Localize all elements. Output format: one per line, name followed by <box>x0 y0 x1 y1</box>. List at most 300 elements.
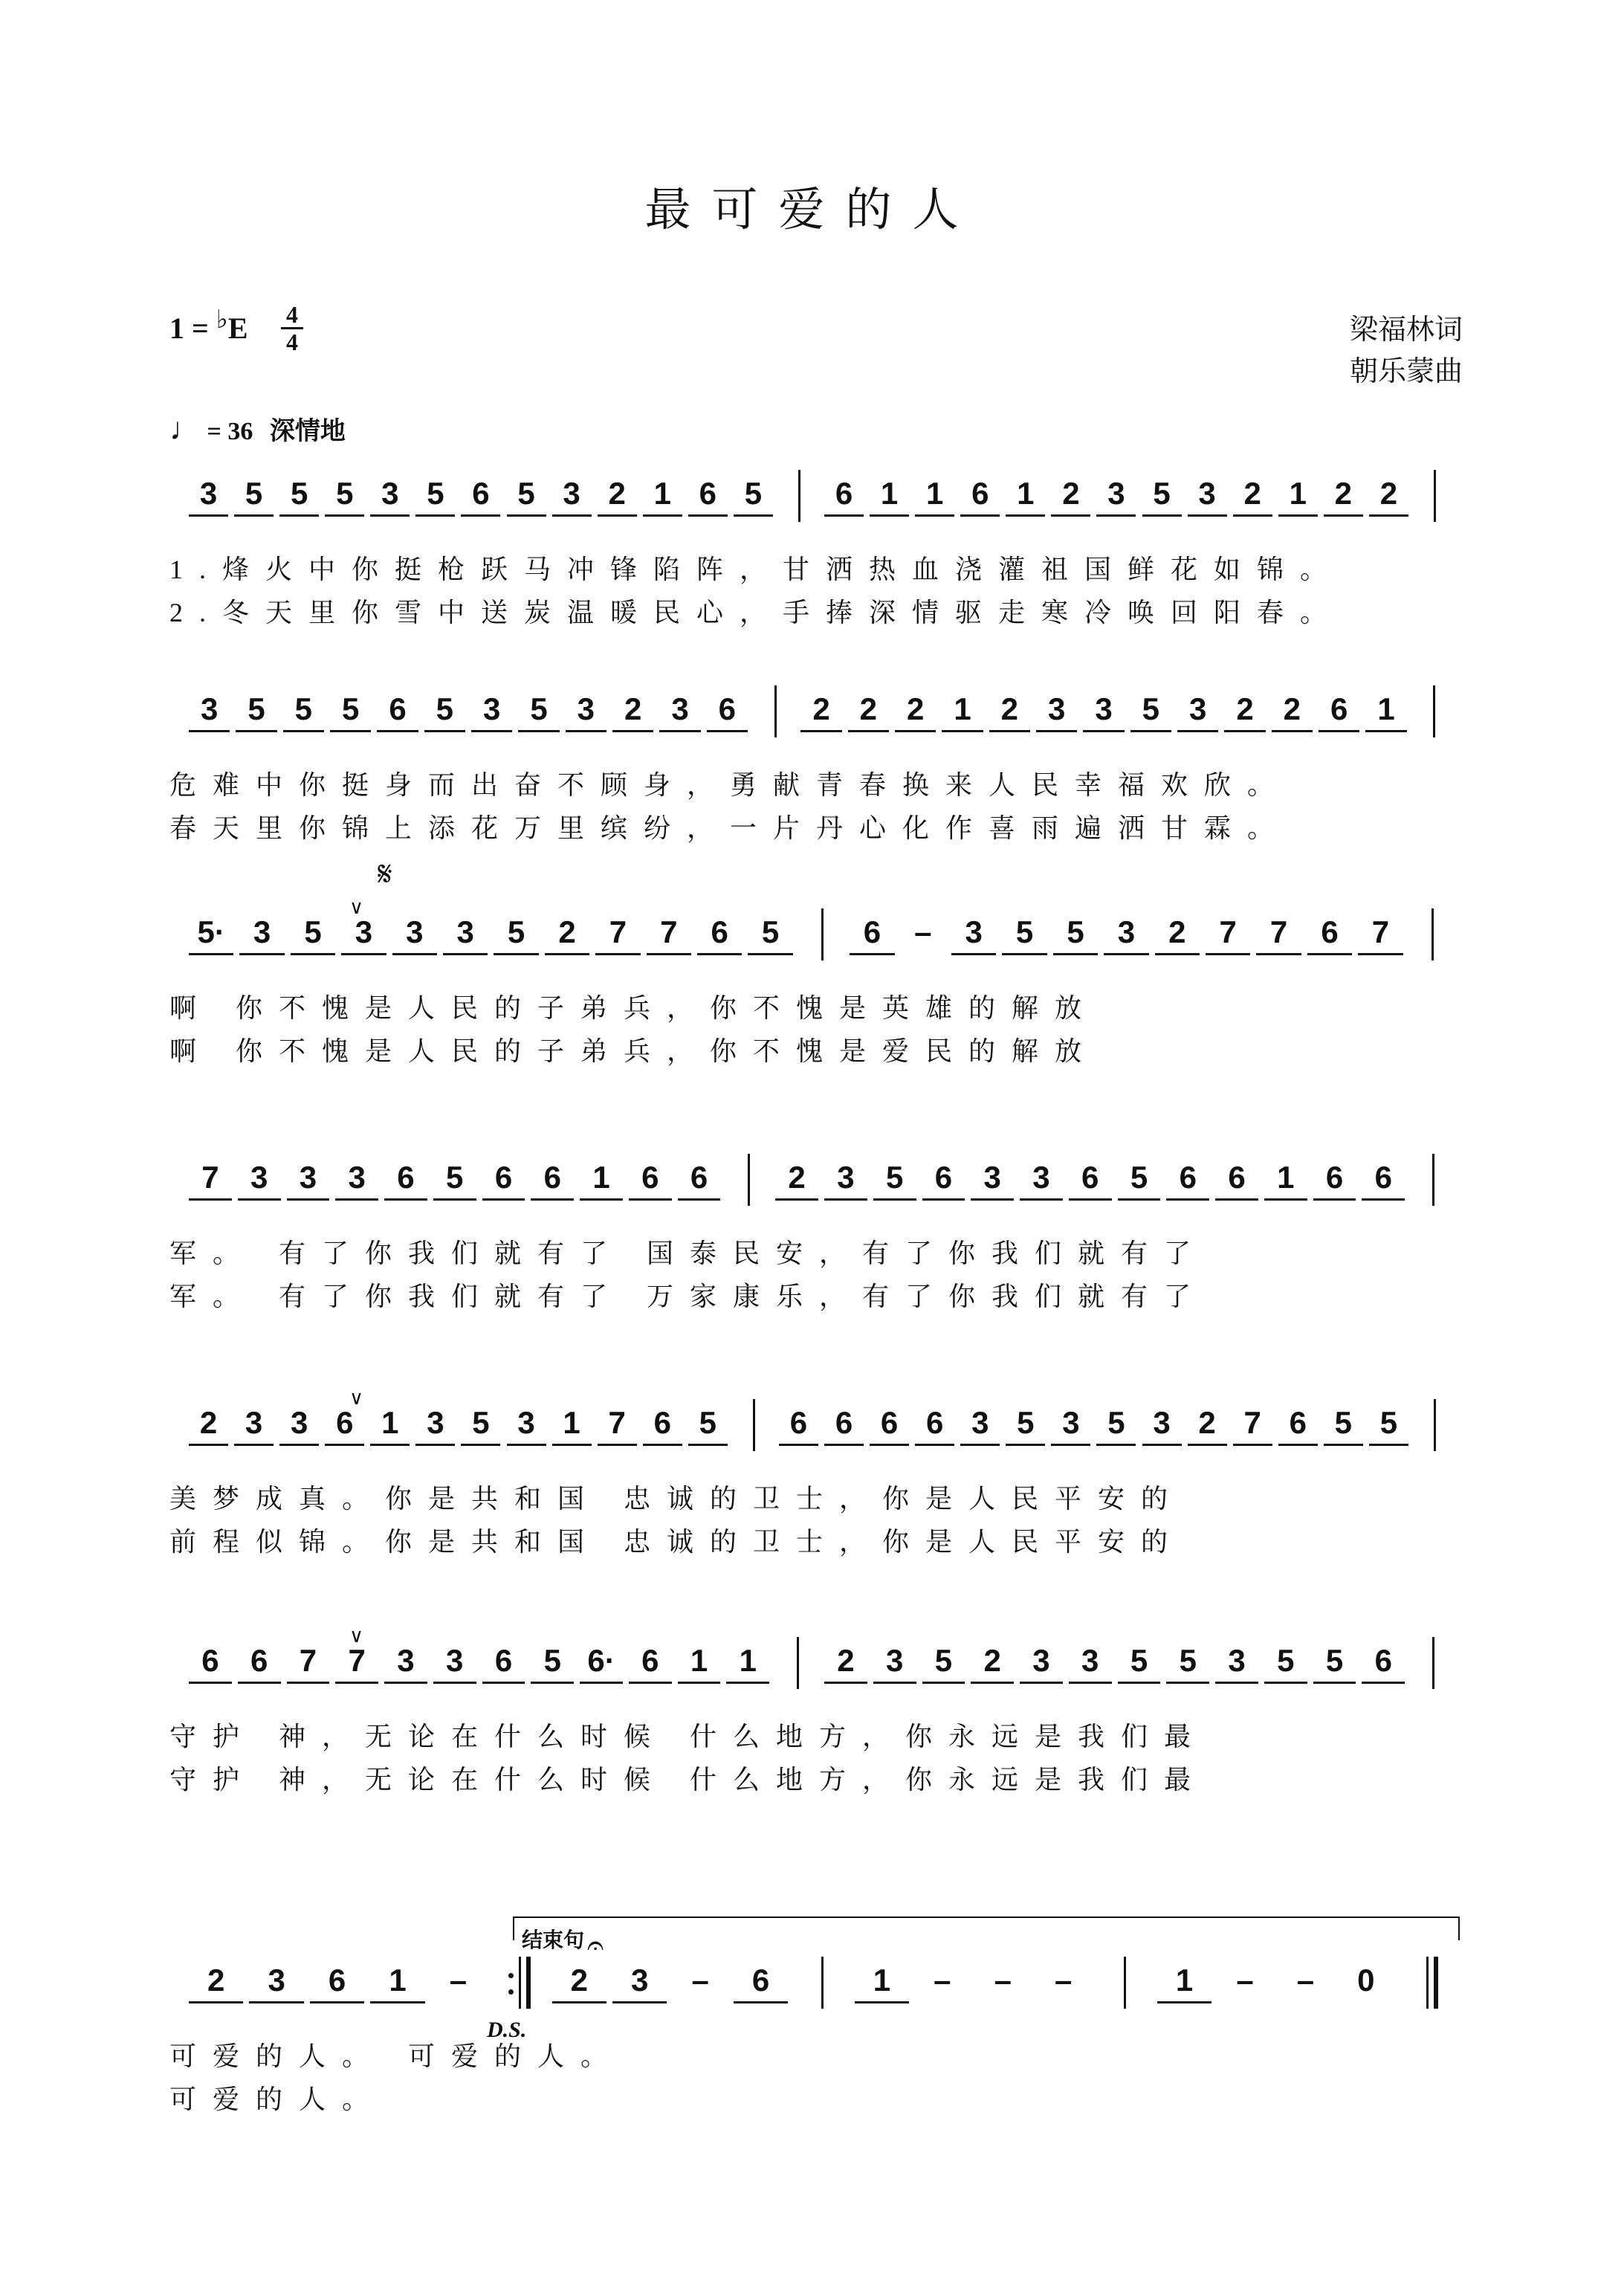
jianpu-note: 3 <box>1047 691 1066 726</box>
underline-beam <box>552 1444 592 1446</box>
barline <box>1432 1154 1434 1206</box>
jianpu-note: 5 <box>1130 1643 1148 1678</box>
jianpu-note: 5 <box>1142 691 1159 726</box>
underline-beam <box>989 730 1030 732</box>
lyric-line: 1.烽火中你挺枪跃马冲锋陷阵，甘洒热血浇灌祖国鲜花如锦。 <box>169 555 1344 584</box>
jianpu-note: 3 <box>837 1160 855 1195</box>
underline-beam <box>895 730 936 732</box>
jianpu-note: – <box>449 1963 468 1998</box>
jianpu-note: 5 <box>290 476 308 511</box>
underline-beam <box>824 1682 867 1684</box>
jianpu-note: 6 <box>835 476 853 511</box>
jianpu-note: 5 <box>436 691 453 726</box>
underline-beam <box>1051 1444 1090 1446</box>
underline-beam <box>335 1198 378 1201</box>
jianpu-note: 6 <box>543 1160 561 1195</box>
flat-sign: ♭ <box>216 306 228 334</box>
underline-beam <box>873 1682 916 1684</box>
jianpu-note: 0 <box>1357 1963 1375 1998</box>
barline <box>753 1399 755 1451</box>
jianpu-note: 3 <box>200 691 219 726</box>
jianpu-note: 5 <box>1153 476 1171 511</box>
jianpu-note: 3 <box>1062 1405 1080 1440</box>
jianpu-note: – <box>1055 1963 1073 1998</box>
underline-beam <box>1264 1682 1307 1684</box>
underline-beam <box>824 514 864 517</box>
underline-beam <box>748 953 792 955</box>
underline-beam <box>678 1198 721 1201</box>
underline-beam <box>234 514 274 517</box>
jianpu-note: 5 <box>427 476 444 511</box>
jianpu-note: 3 <box>577 691 595 726</box>
barline <box>1124 1957 1126 2009</box>
underline-beam <box>1020 1198 1063 1201</box>
jianpu-note: 5 <box>245 476 263 511</box>
jianpu-note: 5 <box>336 476 354 511</box>
underline-beam <box>433 1198 476 1201</box>
underline-beam <box>775 1198 818 1201</box>
underline-beam <box>1155 953 1200 955</box>
underline-beam <box>552 2001 606 2003</box>
underline-beam <box>734 514 773 517</box>
jianpu-note: 1 <box>1289 476 1307 511</box>
breath-mark: ∨ <box>349 1387 364 1409</box>
underline-beam <box>1264 1198 1307 1201</box>
system-6 <box>0 1625 1624 1836</box>
underline-beam <box>1215 1682 1258 1684</box>
lyric-line: 守护 神，无论在什么时候 什么地方，你永远是我们最 <box>169 1722 1208 1751</box>
barline <box>797 1637 799 1689</box>
jianpu-note: 3 <box>406 914 424 949</box>
jianpu-note: 3 <box>446 1643 464 1678</box>
underline-beam <box>287 1682 330 1684</box>
underline-beam <box>545 953 589 955</box>
jianpu-note: 7 <box>201 1160 219 1195</box>
jianpu-note: 6· <box>587 1643 615 1678</box>
song-title: 最可爱的人 <box>644 185 980 236</box>
underline-beam <box>971 1198 1014 1201</box>
barline <box>519 1957 521 2009</box>
jianpu-note: 2 <box>906 691 925 726</box>
underline-beam <box>1324 514 1363 517</box>
system-5 <box>0 1387 1624 1598</box>
underline-beam <box>189 1198 232 1201</box>
jianpu-note: 5 <box>744 476 763 511</box>
underline-beam <box>1142 1444 1182 1446</box>
jianpu-note: 1 <box>1377 691 1395 726</box>
jianpu-note: 5 <box>1017 1405 1035 1440</box>
underline-beam <box>531 1682 574 1684</box>
jianpu-note: 1 <box>653 476 671 511</box>
underline-beam <box>1051 514 1090 517</box>
key-signature <box>169 306 248 346</box>
jianpu-note: 7 <box>1243 1405 1261 1440</box>
underline-beam <box>824 1444 864 1446</box>
underline-beam <box>1362 1682 1405 1684</box>
jianpu-note: 6 <box>690 1160 708 1195</box>
jianpu-note: 2 <box>1000 691 1018 726</box>
jianpu-note: 3 <box>456 914 474 949</box>
underline-beam <box>580 1198 623 1201</box>
system-1 <box>0 476 1624 669</box>
underline-beam <box>279 1444 319 1446</box>
jianpu-note: 5 <box>1325 1643 1344 1678</box>
jianpu-note: 6 <box>494 1160 513 1195</box>
underline-beam <box>688 1444 728 1446</box>
key-prefix: 1 = <box>169 311 209 345</box>
underline-beam <box>310 2001 364 2003</box>
underline-beam <box>960 514 1000 517</box>
jianpu-note: 2 <box>859 691 877 726</box>
underline-beam <box>461 1444 500 1446</box>
jianpu-note: – <box>1296 1963 1315 1998</box>
underline-beam <box>238 1682 281 1684</box>
jianpu-note: 2 <box>608 476 626 511</box>
underline-beam <box>236 730 276 732</box>
time-signature <box>281 302 303 355</box>
jianpu-note: 5 <box>934 1643 953 1678</box>
underline-beam <box>1020 1682 1063 1684</box>
jianpu-note: 3 <box>482 691 501 726</box>
jianpu-note: 2 <box>624 691 642 726</box>
underline-beam <box>1233 514 1272 517</box>
lyric-line: 啊 你不愧是人民的子弟兵，你不愧是英雄的解放 <box>169 993 1099 1023</box>
jianpu-note: 3 <box>355 914 373 949</box>
jianpu-note: 3 <box>1198 476 1216 511</box>
jianpu-note: 5 <box>1107 1405 1125 1440</box>
jianpu-note: 3 <box>971 1405 989 1440</box>
barline <box>748 1154 750 1206</box>
underline-beam <box>433 1682 476 1684</box>
jianpu-note: 6 <box>336 1405 354 1440</box>
underline-beam <box>1142 514 1182 517</box>
underline-beam <box>850 953 894 955</box>
underline-beam <box>855 2001 909 2003</box>
jianpu-note: 3 <box>885 1643 904 1678</box>
jianpu-note: 5 <box>304 914 322 949</box>
barline <box>821 908 824 960</box>
underline-beam <box>494 953 538 955</box>
lyric-line: 美梦成真。你是共和国 忠诚的卫士，你是人民平安的 <box>169 1484 1185 1514</box>
jianpu-note: 1 <box>1017 476 1035 511</box>
underline-beam <box>1215 1198 1258 1201</box>
jianpu-note: 5 <box>1130 1160 1148 1195</box>
lyric-line: 2.冬天里你雪中送炭温暖民心，手捧深情驱走寒冷唤回阳春。 <box>169 598 1344 627</box>
underline-beam <box>238 1198 281 1201</box>
underline-beam <box>1166 1682 1209 1684</box>
underline-beam <box>370 514 410 517</box>
underline-beam <box>779 1444 818 1446</box>
jianpu-note: 1 <box>1175 1963 1194 1998</box>
underline-beam <box>384 1682 427 1684</box>
underline-beam <box>1002 953 1046 955</box>
jianpu-note: 5 <box>530 691 548 726</box>
jianpu-note: 7 <box>660 914 678 949</box>
underline-beam <box>595 953 640 955</box>
lyric-line: 啊 你不愧是人民的子弟兵，你不愧是爱民的解放 <box>169 1036 1099 1066</box>
jianpu-note: 2 <box>788 1160 806 1195</box>
jianpu-note: 6 <box>389 691 407 726</box>
jianpu-note: 6 <box>835 1405 853 1440</box>
jianpu-note: 6 <box>250 1643 268 1678</box>
underline-beam <box>960 1444 1000 1446</box>
jianpu-note: 7 <box>1219 914 1237 949</box>
jianpu-note: 1 <box>1277 1160 1295 1195</box>
jianpu-note: 2 <box>558 914 576 949</box>
jianpu-note: 6 <box>925 1405 944 1440</box>
jianpu-note: 6 <box>711 914 728 949</box>
underline-beam <box>612 2001 667 2003</box>
jianpu-note: 2 <box>983 1643 1001 1678</box>
underline-beam <box>283 730 324 732</box>
underline-beam <box>1313 1682 1356 1684</box>
underline-beam <box>482 1682 525 1684</box>
underline-beam <box>1369 514 1408 517</box>
repeat-dot <box>508 1973 514 1978</box>
jianpu-note: 3 <box>199 476 218 511</box>
jianpu-note: 3 <box>268 1963 285 1998</box>
underline-beam <box>629 1682 672 1684</box>
jianpu-note: 2 <box>1243 476 1261 511</box>
underline-beam <box>287 1198 330 1201</box>
underline-beam <box>697 953 742 955</box>
jianpu-note: 6 <box>1179 1160 1197 1195</box>
underline-beam <box>612 730 653 732</box>
underline-beam <box>659 730 700 732</box>
jianpu-note: 3 <box>397 1643 415 1678</box>
jianpu-note: 1 <box>739 1643 757 1678</box>
underline-beam <box>239 953 284 955</box>
lyric-line: 守护 神，无论在什么时候 什么地方，你永远是我们最 <box>169 1765 1208 1795</box>
underline-beam <box>848 730 889 732</box>
underline-beam <box>870 1444 909 1446</box>
jianpu-note: 3 <box>517 1405 535 1440</box>
jianpu-note: 6 <box>641 1643 659 1678</box>
jianpu-note: 6 <box>1325 1160 1344 1195</box>
jianpu-note: 6 <box>1228 1160 1246 1195</box>
underline-beam <box>1036 730 1077 732</box>
jianpu-note: 6 <box>472 476 490 511</box>
underline-beam <box>531 1198 574 1201</box>
underline-beam <box>1233 1444 1272 1446</box>
lyric-line: 危难中你挺身而出奋不顾身，勇献青春换来人民幸福欢欣。 <box>169 770 1291 800</box>
key-tonic: E <box>227 311 248 345</box>
underline-beam <box>552 514 592 517</box>
jianpu-note: 6 <box>1374 1643 1393 1678</box>
jianpu-note: 5 <box>1334 1405 1352 1440</box>
system-2 <box>0 691 1624 885</box>
underline-beam <box>189 1682 232 1684</box>
jianpu-note: 7 <box>609 914 627 949</box>
jianpu-note: 2 <box>1062 476 1080 511</box>
jianpu-note: 3 <box>983 1160 1001 1195</box>
underline-beam <box>688 514 728 517</box>
jianpu-note: 1 <box>381 1405 399 1440</box>
underline-beam <box>507 514 546 517</box>
barline <box>526 1957 531 2009</box>
jianpu-note: – <box>994 1963 1012 1998</box>
underline-beam <box>325 514 364 517</box>
underline-beam <box>424 730 465 732</box>
barline <box>798 470 800 522</box>
underline-beam <box>518 730 559 732</box>
jianpu-note: 1 <box>880 476 899 511</box>
underline-beam <box>1188 514 1227 517</box>
time-bottom: 4 <box>281 327 303 355</box>
jianpu-note: 3 <box>290 1405 308 1440</box>
underline-beam <box>1206 953 1250 955</box>
jianpu-note: 3 <box>965 914 983 949</box>
jianpu-note: 5 <box>517 476 535 511</box>
jianpu-note: 5 <box>294 691 312 726</box>
tempo-bpm: = 36 <box>207 418 253 445</box>
underline-beam <box>1365 730 1406 732</box>
barline <box>1426 1957 1429 2009</box>
jianpu-note: 6 <box>863 914 881 949</box>
underline-beam <box>325 1444 364 1446</box>
jianpu-note: 6 <box>328 1963 346 1998</box>
barline <box>774 685 777 737</box>
jianpu-note: 6 <box>1289 1405 1307 1440</box>
underline-beam <box>1083 730 1124 732</box>
underline-beam <box>873 1198 916 1201</box>
underline-beam <box>1096 1444 1136 1446</box>
underline-beam <box>1188 1444 1227 1446</box>
underline-beam <box>726 1682 769 1684</box>
underline-beam <box>370 1444 410 1446</box>
barline <box>821 1957 824 2009</box>
jianpu-note: 1 <box>925 476 944 511</box>
segno-sign: 𝄋 <box>378 853 392 894</box>
jianpu-note: 5 <box>341 691 360 726</box>
underline-beam <box>1278 514 1318 517</box>
jianpu-note: 2 <box>1379 476 1398 511</box>
underline-beam <box>951 953 996 955</box>
underline-beam <box>1324 1444 1363 1446</box>
jianpu-note: 6 <box>971 476 989 511</box>
jianpu-note: 7 <box>348 1643 366 1678</box>
underline-beam <box>629 1198 672 1201</box>
jianpu-note: 1 <box>389 1963 407 1998</box>
underline-beam <box>922 1682 965 1684</box>
underline-beam <box>1130 730 1171 732</box>
jianpu-note: 6 <box>718 691 736 726</box>
composer-credit: 朝乐蒙曲 <box>1349 356 1463 387</box>
lyric-line: 军。 有了你我们就有了 国泰民安，有了你我们就有了 <box>169 1239 1208 1268</box>
jianpu-note: 3 <box>1081 1643 1099 1678</box>
underline-beam <box>392 953 437 955</box>
underline-beam <box>507 1444 546 1446</box>
jianpu-note: 2 <box>1236 691 1254 726</box>
jianpu-note: 5· <box>197 914 225 949</box>
jianpu-note: 2 <box>1283 691 1301 726</box>
jianpu-note: 3 <box>381 476 399 511</box>
jianpu-note: 2 <box>570 1963 588 1998</box>
jianpu-note: 3 <box>671 691 689 726</box>
expression-mark: 深情地 <box>269 417 346 445</box>
jianpu-note: 6 <box>201 1643 219 1678</box>
jianpu-note: 2 <box>812 691 830 726</box>
underline-beam <box>1104 953 1148 955</box>
underline-beam <box>971 1682 1014 1684</box>
underline-beam <box>1224 730 1265 732</box>
jianpu-note: – <box>691 1963 709 1998</box>
jianpu-note: 5 <box>507 914 525 949</box>
jianpu-note: 3 <box>299 1160 317 1195</box>
underline-beam <box>461 514 500 517</box>
underline-beam <box>915 514 954 517</box>
underline-beam <box>1307 953 1352 955</box>
underline-beam <box>1256 953 1301 955</box>
jianpu-note: 3 <box>563 476 580 511</box>
underline-beam <box>279 514 319 517</box>
jianpu-note: 5 <box>885 1160 904 1195</box>
jianpu-note: 5 <box>543 1643 561 1678</box>
jianpu-note: 3 <box>1095 691 1113 726</box>
jianpu-note: 5 <box>1067 914 1084 949</box>
underline-beam <box>415 514 455 517</box>
jianpu-note: 3 <box>245 1405 263 1440</box>
jianpu-note: 3 <box>1188 691 1207 726</box>
jianpu-note: 6 <box>1081 1160 1099 1195</box>
jianpu-note: 6 <box>789 1405 808 1440</box>
underline-beam <box>482 1198 525 1201</box>
underline-beam <box>1069 1198 1112 1201</box>
system-3 <box>0 853 1624 1108</box>
jianpu-note: 3 <box>1032 1160 1050 1195</box>
underline-beam <box>341 953 386 955</box>
underline-beam <box>870 514 909 517</box>
jianpu-note: – <box>1236 1963 1254 1998</box>
fermata-sign: 𝄐 <box>587 1928 604 1963</box>
underline-beam <box>1069 1682 1112 1684</box>
underline-beam <box>1313 1198 1356 1201</box>
barline <box>1434 1399 1436 1451</box>
jianpu-note: 6 <box>641 1160 659 1195</box>
underline-beam <box>330 730 371 732</box>
jianpu-note: 6 <box>494 1643 513 1678</box>
barline <box>1432 1637 1434 1689</box>
repeat-dot <box>508 1989 514 1995</box>
underline-beam <box>370 2001 424 2003</box>
underline-beam <box>1096 514 1136 517</box>
jianpu-note: 7 <box>299 1643 317 1678</box>
jianpu-note: 5 <box>1277 1643 1295 1678</box>
underline-beam <box>1118 1682 1161 1684</box>
underline-beam <box>1053 953 1098 955</box>
jianpu-note: 6 <box>751 1963 770 1998</box>
jianpu-note: 7 <box>1269 914 1288 949</box>
underline-beam <box>377 730 418 732</box>
underline-beam <box>1157 2001 1211 2003</box>
lyric-line: 可爱的人。 <box>169 2085 386 2114</box>
lyric-line: 春天里你锦上添花万里缤纷，一片丹心化作喜雨遍洒甘霖。 <box>169 813 1291 843</box>
jianpu-note: 2 <box>837 1643 855 1678</box>
underline-beam <box>1362 1198 1405 1201</box>
underline-beam <box>291 953 335 955</box>
underline-beam <box>598 1444 637 1446</box>
ending-label: 结束句 <box>522 1928 585 1951</box>
jianpu-note: 3 <box>1107 476 1125 511</box>
ending-bracket <box>513 1917 1460 1951</box>
underline-beam <box>415 1444 455 1446</box>
underline-beam <box>1006 514 1045 517</box>
jianpu-note: 3 <box>1117 914 1136 949</box>
underline-beam <box>800 730 841 732</box>
underline-beam <box>249 2001 303 2003</box>
underline-beam <box>824 1198 867 1201</box>
jianpu-note: 6 <box>880 1405 899 1440</box>
